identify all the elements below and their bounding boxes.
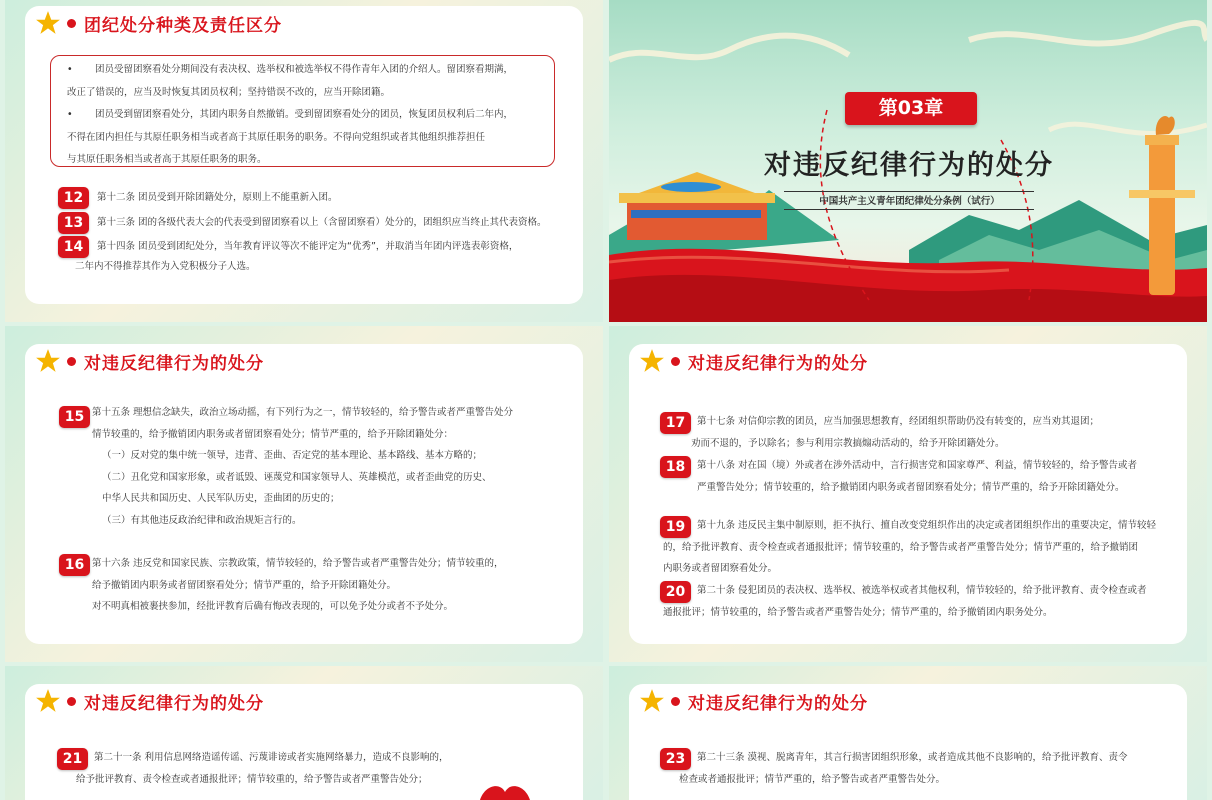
star-icon <box>35 348 61 374</box>
article-number-badge: 12 <box>58 187 89 209</box>
article-line: 第十七条 对信仰宗教的团员，应当加强思想教育，经团组织帮助仍没有转变的，应当劝其退团； <box>697 416 1100 427</box>
article-line: 给予撤销团内职务或者留团察看处分；情节严重的，给予开除团籍处分。 <box>92 579 397 591</box>
article-number-badge: 17 <box>660 412 691 434</box>
slide-title: 对违反纪律行为的处分 <box>688 693 868 714</box>
article-item <box>59 554 504 618</box>
article-number-badge: 15 <box>59 406 90 428</box>
article-line: 给予批评教育、责令检查或者通报批评；情节较重的，给予警告或者严重警告处分； <box>76 773 428 785</box>
divider <box>784 209 1034 210</box>
slide-header <box>639 688 868 714</box>
article-item <box>57 748 449 790</box>
article-line: 第二十一条 利用信息网络造谣传谣、污蔑诽谤或者实施网络暴力，造成不良影响的， <box>94 752 449 763</box>
article-item <box>660 412 1099 454</box>
article-item <box>660 581 1147 623</box>
star-icon <box>35 688 61 714</box>
article-line: （二）丑化党和国家形象，或者诋毁、诬蔑党和国家领导人、英雄模范，或者歪曲党的历史、 <box>102 471 492 483</box>
bullet-icon: • <box>67 64 73 75</box>
article-number-badge: 18 <box>660 456 691 478</box>
article-line: 对不明真相被裹挟参加，经批评教育后确有悔改表现的，可以免予处分或者不予处分。 <box>92 601 454 612</box>
article-line: 第二十三条 漠视、脱离青年，其言行损害团组织形象，或者造成其他不良影响的，给予批评教育、责令 <box>697 752 1128 763</box>
article-line: 第十八条 对在国（境）外或者在涉外活动中，言行损害党和国家尊严、利益，情节较轻的，给予警告或者 <box>697 460 1138 471</box>
box-line: 改正了错误的，应当及时恢复其团员权利；坚持错误不改的，应当开除团籍。 <box>67 86 391 98</box>
star-icon <box>35 10 61 36</box>
article-item <box>58 212 547 234</box>
star-icon <box>639 348 665 374</box>
article-line: 第十三条 团的各级代表大会的代表受到留团察看以上（含留团察看）处分的，团组织应当终止其代表资格。 <box>97 217 547 228</box>
article-item <box>58 187 338 209</box>
article-number-badge: 19 <box>660 516 691 538</box>
slide-title: 对违反纪律行为的处分 <box>84 693 264 714</box>
article-line: 的，给予批评教育、责令检查或者通报批评；情节较重的，给予警告或者严重警告处分；情节严重的，给予撤销团 <box>663 541 1139 553</box>
article-number-badge: 13 <box>58 212 89 234</box>
article-line: 二年内不得推荐其作为入党积极分子人选。 <box>75 261 256 272</box>
article-line: 第十二条 团员受到开除团籍处分，原则上不能重新入团。 <box>97 192 338 203</box>
article-line: （一）反对党的集中统一领导，违背、歪曲、否定党的基本理论、基本路线、基本方略的； <box>102 450 483 461</box>
chapter-title: 对违反纪律行为的处分 <box>764 150 1054 181</box>
slide-header <box>35 348 264 374</box>
chapter-subtitle: 中国共产主义青年团纪律处分条例（试行） <box>819 196 1000 207</box>
slide-header <box>35 688 264 714</box>
slide-article-23[interactable] <box>609 666 1207 800</box>
slide-chapter-cover[interactable] <box>609 0 1207 322</box>
article-number-badge: 16 <box>59 554 90 576</box>
slide-discipline-types[interactable] <box>5 0 603 322</box>
article-line: （三）有其他违反政治纪律和政治规矩言行的。 <box>102 514 302 526</box>
info-box <box>50 55 555 167</box>
article-line: 第十五条 理想信念缺失，政治立场动摇，有下列行为之一，情节较轻的，给予警告或者严重警告处分 <box>92 407 514 418</box>
article-item <box>59 406 513 531</box>
article-line: 中华人民共和国历史、人民军队历史，歪曲团的历史的； <box>102 493 340 504</box>
slide-title: 对违反纪律行为的处分 <box>688 353 868 374</box>
box-line: • 团员受到留团察看处分，其团内职务自然撤销。受到留团察看处分的团员，恢复团员权利后二年内， <box>67 104 513 127</box>
article-line: 情节较重的，给予撤销团内职务或者留团察看处分；情节严重的，给予开除团籍处分： <box>92 428 454 440</box>
slide-title: 对违反纪律行为的处分 <box>84 353 264 374</box>
red-dot-icon <box>671 357 680 366</box>
article-item <box>660 748 1128 790</box>
slide-header <box>35 10 282 36</box>
article-number-badge: 23 <box>660 748 691 770</box>
red-dot-icon <box>67 697 76 706</box>
slide-articles-15-16[interactable] <box>5 326 603 662</box>
article-number-badge: 14 <box>58 236 89 258</box>
chapter-number-badge: 第03章 <box>845 92 977 125</box>
article-line: 严重警告处分；情节较重的，给予撤销团内职务或者留团察看处分；情节严重的，给予开除团籍处分。 <box>697 481 1125 493</box>
article-line: 通报批评；情节较重的，给予警告或者严重警告处分；情节严重的，给予撤销团内职务处分。 <box>663 606 1053 618</box>
red-dot-icon <box>67 19 76 28</box>
bullet-icon: • <box>67 109 73 120</box>
star-icon <box>639 688 665 714</box>
red-dot-icon <box>671 697 680 706</box>
divider <box>784 191 1034 192</box>
article-line: 第十九条 违反民主集中制原则，拒不执行、擅自改变党组织作出的决定或者团组织作出的重要决定，情节较轻 <box>697 520 1157 531</box>
article-item <box>58 236 518 258</box>
article-item <box>660 516 1156 580</box>
article-line: 第十六条 违反党和国家民族、宗教政策，情节较轻的，给予警告或者严重警告处分；情节较重的， <box>92 558 504 569</box>
box-line: • 团员受留团察看处分期间没有表决权、选举权和被选举权不得作青年入团的介绍人。留团察看期满， <box>67 59 513 82</box>
slide-title: 团纪处分种类及责任区分 <box>84 15 282 36</box>
article-number-badge: 21 <box>57 748 88 770</box>
article-item <box>660 456 1137 498</box>
article-number-badge: 20 <box>660 581 691 603</box>
slide-articles-17-20[interactable] <box>609 326 1207 662</box>
box-line: 不得在团内担任与其原任职务相当或者高于其原任职务的职务。不得向党组织或者其他组织推荐担任 <box>67 131 486 143</box>
slide-article-21[interactable] <box>5 666 603 800</box>
decorative-ornament <box>475 780 535 800</box>
slide-header <box>639 348 868 374</box>
box-line: 与其原任职务相当或者高于其原任职务的职务。 <box>67 154 267 165</box>
red-dot-icon <box>67 357 76 366</box>
article-line: 内职务或者留团察看处分。 <box>663 563 778 574</box>
article-line: 第十四条 团员受到团纪处分，当年教育评议等次不能评定为“优秀”，并取消当年团内评选表彰资格， <box>97 241 519 252</box>
article-line: 第二十条 侵犯团员的表决权、选举权、被选举权或者其他权利，情节较轻的，给予批评教育、责令检查或者 <box>697 585 1147 596</box>
article-line: 检查或者通报批评；情节严重的，给予警告或者严重警告处分。 <box>679 773 946 785</box>
article-line: 劝而不退的，予以除名；参与利用宗教搞煽动活动的，给予开除团籍处分。 <box>691 437 1005 449</box>
